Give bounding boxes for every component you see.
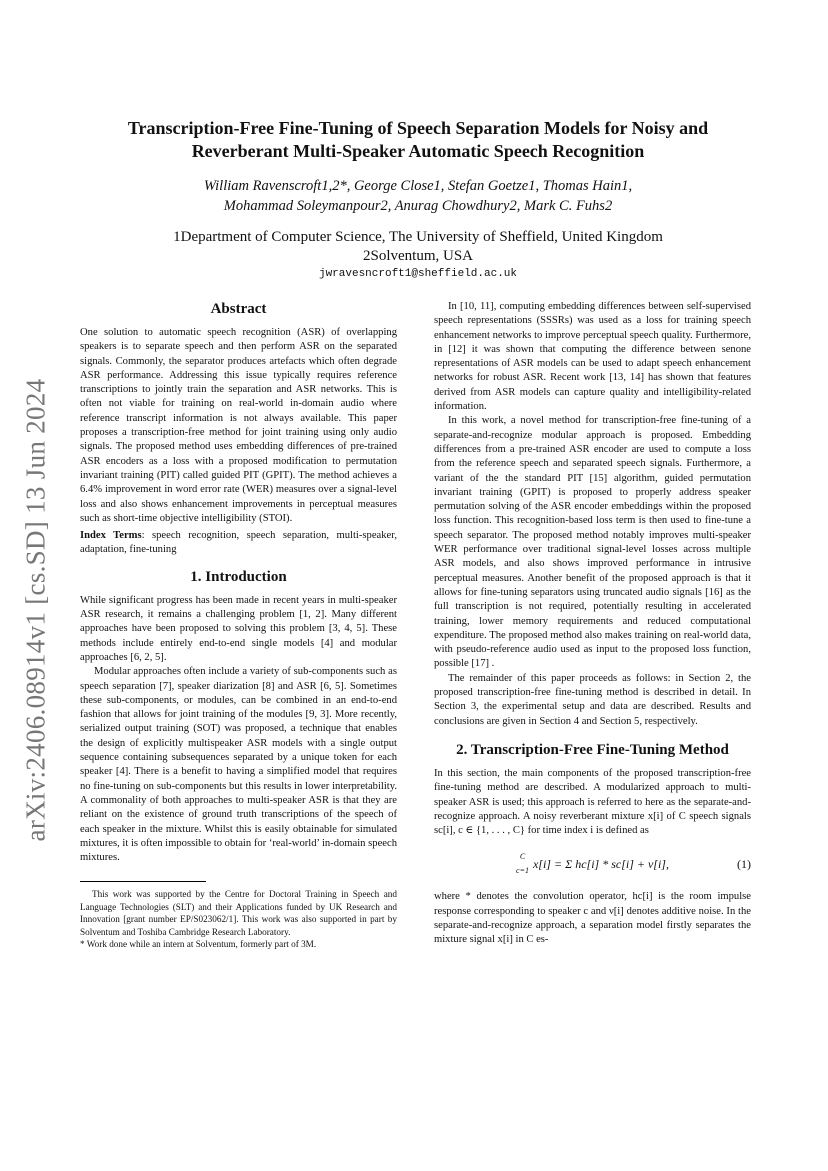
method-paragraph-2: where * denotes the convolution operator, hc[i] is the room impulse response corresponding to speaker c and ν[i] denotes additive noise. In the separate-and-recognize approach, a separation model firstly separates the mixture signal x[i] in C es-: [434, 891, 751, 946]
intro-paragraph-2: Modular approaches often include a variety of sub-components such as speech separation [7], speaker diarization [8] and ASR [6, 5]. Sometimes these sub-components, or modules, can be combined in an end-to-end fashion that allows for joint training of the modules [9, 3]. More recently, serialized output training (SOT) was proposed, a technique that enables the design of explicitly multispeaker ASR models with a single output sequence containing subsequences separated by a unique token for each speaker [4]. There is a benefit to having a simplified model that requires no fine-tuning on sub-components but this results in lower interpretability. A commonality of both approaches to multi-speaker ASR is that they are reliant on the existence of ground truth transcriptions of the speech of each speaker in the mixture. Whilst this is easily obtainable for simulated mixtures, it is often impossible to obtain for ‘real-world’ in-domain speech mixtures.: [80, 666, 397, 864]
sum-upper-limit: C: [519, 852, 526, 862]
abstract-heading: Abstract: [210, 301, 267, 317]
right-paragraph-2: In this work, a novel method for transcription-free fine-tuning of a separate-and-recognize modular approach is proposed. Embedding differences from a pre-trained ASR encoder are used to compute a loss from the reference speech and separated speech signals. Furthermore, a variant of the the standard PIT [15] algorithm, guided permutation invariant training (GPIT) is proposed to properly address speaker permutation solving of the ASR encoder embeddings within the proposed loss function. This recognition-based loss term is then used to fine-tune a speech separator. The proposed method notably improves multi-speaker WER performance over traditional signal-level losses across multiple ASR models, and also shows improved performance in intrusive perceptual measures. Another benefit of the proposed approach is that it allows for fine-tuning separators using truncated audio signals [16] as the full transcription is not required, potentially resulting in accelerated training, lower memory requirements and reduced computational expenditure. The proposed method also makes training on real-world data, with pseudo-reference audio used as input to the proposed loss function, possible [17] .: [434, 415, 751, 670]
authors-line-2: Mohammad Soleymanpour2, Anurag Chowdhury2, Mark C. Fuhs2: [223, 198, 613, 214]
introduction-heading: 1. Introduction: [190, 568, 287, 585]
footnote-divider: [80, 881, 206, 882]
title-line-2: Reverberant Multi-Speaker Automatic Speech Recognition: [191, 141, 645, 161]
index-terms: [80, 529, 397, 558]
index-terms-text: : speech recognition, speech separation, multi-speaker, adaptation, fine-tuning: [80, 530, 397, 556]
method-paragraph-1: In this section, the main components of the proposed transcription-free fine-tuning method are described. A modularized approach to multi-speaker ASR is used; this approach is referred to here as the separate-and-recognize approach. A noisy reverberant mixture x[i] of C speech signals sc[i], c ∈ {1, . . . , C} for time index i is defined as: [434, 767, 751, 837]
equation-1: [434, 844, 751, 884]
footnote-intern: * Work done while an intern at Solventum, formerly part of 3M.: [80, 939, 317, 950]
abstract-text: One solution to automatic speech recognition (ASR) of overlapping speakers is to separate speech and then perform ASR on the separated signals. Commonly, the separator produces artefacts which often degrade ASR performance. Addressing this issue typically requires reference transcriptions to jointly train the separation and ASR networks. This is often not viable for training on real-world in-domain audio where reference transcript information is not always available. This paper proposes a transcription-free method for joint training using only audio signals. The proposed method uses embedding differences of pre-trained ASR encoders as a loss with a proposed modification to permutation invariant training (PIT) called guided PIT (GPIT). The method achieves a 6.4% improvement in word error rate (WER) measures over a signal-level loss and also shows enhancement improvements in perceptual measures such as short-time objective intelligibility (STOI).: [80, 327, 397, 524]
sum-lower-limit: c=1: [516, 866, 529, 876]
paper-title: [80, 117, 756, 163]
footnotes: [80, 888, 397, 950]
left-column: [80, 300, 397, 950]
right-paragraph-1: In [10, 11], computing embedding differences between self-supervised speech representations (SSSRs) was used as a loss for training speech enhancement networks to improve perceptual speech quality. Furthermore, in [12] it was shown that computing the difference between senone representations of ASR models can be used to adapt speech enhancement networks for robust ASR. Recent work [13, 14] has shown that features derived from ASR models can capture quality and intelligibility-related information.: [434, 301, 751, 413]
equation-number: (1): [737, 857, 751, 872]
affiliation-1: 1Department of Computer Science, The University of Sheffield, United Kingdom: [173, 229, 663, 245]
authors-line-1: William Ravenscroft1,2*, George Close1, Stefan Goetze1, Thomas Hain1,: [203, 178, 633, 194]
author-list: [80, 176, 756, 216]
arxiv-identifier: arXiv:2406.08914v1 [cs.SD] 13 Jun 2024: [20, 378, 51, 842]
summation-limits: [516, 850, 529, 879]
right-column: [434, 300, 751, 948]
footnote-funding: This work was supported by the Centre for Doctoral Training in Speech and Language Technologies (SLT) and their Applications funded by UK Research and Innovation [grant number EP/S023062/1]. This work was also supported in part by Solventum and Toshiba Cambridge Research Laboratory.: [80, 889, 397, 937]
intro-paragraph-1: While significant progress has been made in recent years in multi-speaker ASR research, it remains a challenging problem [1, 2]. Many different approaches have been proposed to solving this problem [3, 4, 5]. These methods include entirely end-to-end single models [4] and modular approaches [6, 2, 5].: [80, 594, 397, 663]
right-paragraph-3: The remainder of this paper proceeds as follows: in Section 2, the proposed transcription-free fine-tuning method is described in detail. In Section 3, the experimental setup and data are described. Results and conclusions are given in Section 4 and Section 5, respectively.: [434, 672, 751, 727]
method-heading: 2. Transcription-Free Fine-Tuning Method: [456, 741, 729, 758]
contact-email: jwravesncroft1@sheffield.ac.uk: [318, 268, 518, 280]
affiliation-2: 2Solventum, USA: [362, 248, 473, 264]
affiliations: [80, 228, 756, 266]
arxiv-sidebar: [14, 360, 58, 860]
title-line-1: Transcription-Free Fine-Tuning of Speech Separation Models for Noisy and: [127, 118, 709, 138]
index-terms-label: Index Terms: [80, 530, 142, 542]
equation-body: x[i] = Σ hc[i] * sc[i] + ν[i],: [532, 857, 669, 872]
